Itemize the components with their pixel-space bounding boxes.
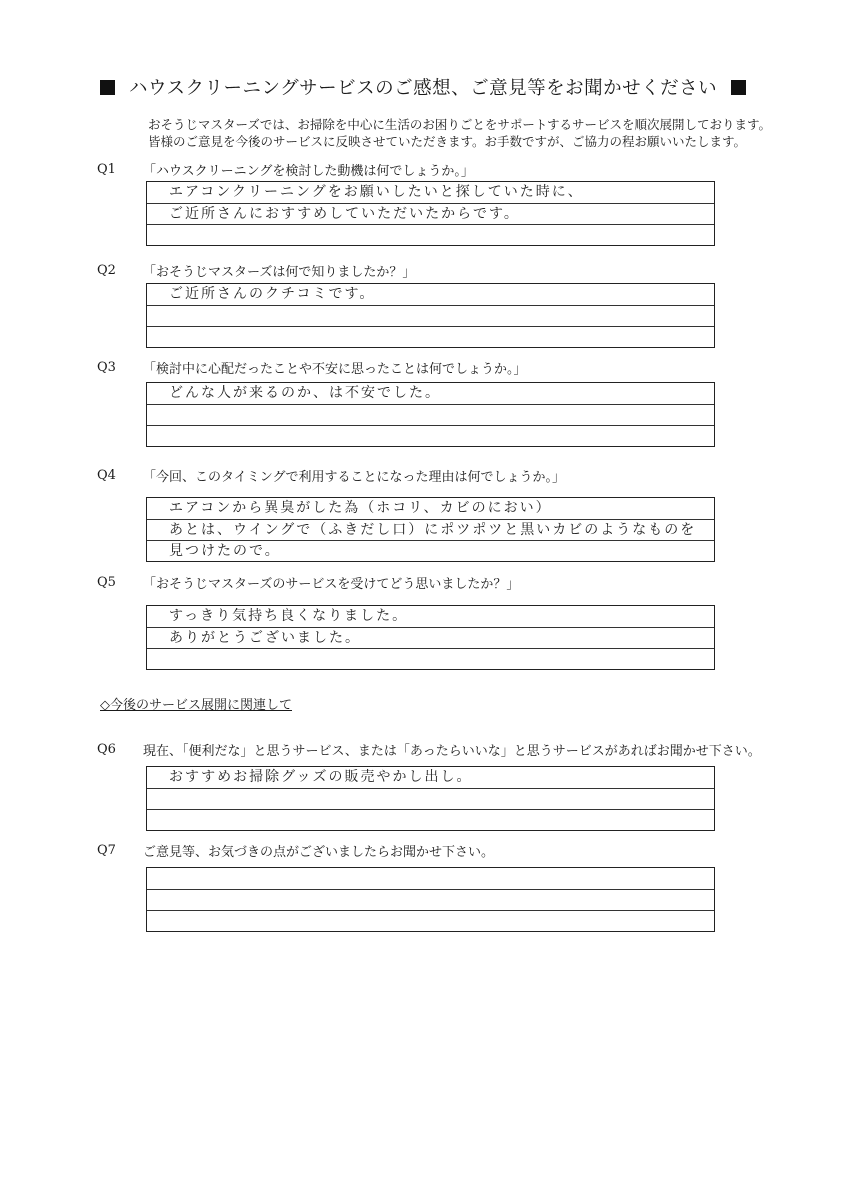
answer-box[interactable] [146,867,715,932]
answer-line[interactable] [147,305,714,326]
question-text: 「おそうじマスターズのサービスを受けてどう思いましたか？」 [143,577,520,592]
page-title [100,74,780,100]
answer-box[interactable] [146,181,715,246]
square-bullet-icon [100,80,115,95]
question-text: 「おそうじマスターズは何で知りましたか？」 [143,265,416,280]
answer-line[interactable]: すっきり気持ち良くなりました。 [169,608,409,624]
answer-line[interactable] [147,910,714,931]
answer-line[interactable]: 見つけたので。 [147,540,714,561]
answer-line[interactable] [147,788,714,809]
question-label: Q2 [97,263,116,278]
answer-line[interactable] [147,889,714,910]
question-label: Q1 [97,162,116,177]
answer-line[interactable] [147,425,714,446]
answer-box[interactable] [146,382,715,447]
question-label: Q6 [97,742,116,757]
answer-line[interactable]: どんな人が来るのか、は不安でした。 [169,385,441,401]
section-heading: ◇今後のサービス展開に関連して [100,698,292,713]
question-text: 「今回、このタイミングで利用することになった理由は何でしょうか。」 [143,470,565,485]
answer-box[interactable] [146,605,715,670]
answer-line[interactable] [147,326,714,347]
question-text: 「ハウスクリーニングを検討した動機は何でしょうか。」 [143,164,474,179]
answer-line[interactable]: エアコンから異臭がした為（ホコリ、カビのにおい） [169,500,552,516]
answer-line[interactable]: ありがとうございました。 [147,627,714,648]
question-label: Q3 [97,360,116,375]
intro-line: おそうじマスターズでは、お掃除を中心に生活のお困りごとをサポートするサービスを順次展開しております。 [148,117,772,132]
answer-line[interactable] [147,868,714,889]
answer-box[interactable] [146,283,715,348]
answer-line[interactable] [147,648,714,669]
question-label: Q5 [97,575,116,590]
answer-line[interactable] [147,404,714,425]
question-label: Q4 [97,468,116,483]
answer-line[interactable]: おすすめお掃除グッズの販売やかし出し。 [169,769,473,785]
square-bullet-icon [731,80,746,95]
answer-line[interactable] [147,809,714,830]
answer-box[interactable] [146,766,715,831]
answer-line[interactable]: あとは、ウイングで（ふきだし口）にポツポツと黒いカビのようなものを [147,519,714,540]
answer-box[interactable] [146,497,715,562]
question-label: Q7 [97,843,116,858]
page-title-text: ハウスクリーニングサービスのご感想、ご意見等をお聞かせください [129,78,718,99]
question-text: 現在、「便利だな」と思うサービス、または「あったらいいな」と思うサービスがあればお聞かせ下さい。 [143,744,761,759]
answer-line[interactable]: ご近所さんのクチコミです。 [169,286,376,302]
answer-line[interactable]: エアコンクリーニングをお願いしたいと探していた時に、 [169,184,584,200]
answer-line[interactable] [147,224,714,245]
answer-line[interactable]: ご近所さんにおすすめしていただいたからです。 [147,203,714,224]
question-text: ご意見等、お気づきの点がございましたらお聞かせ下さい。 [143,845,495,860]
question-text: 「検討中に心配だったことや不安に思ったことは何でしょうか。」 [143,362,527,377]
intro-line: 皆様のご意見を今後のサービスに反映させていただきます。お手数ですが、ご協力の程お願いいたします。 [148,134,747,149]
